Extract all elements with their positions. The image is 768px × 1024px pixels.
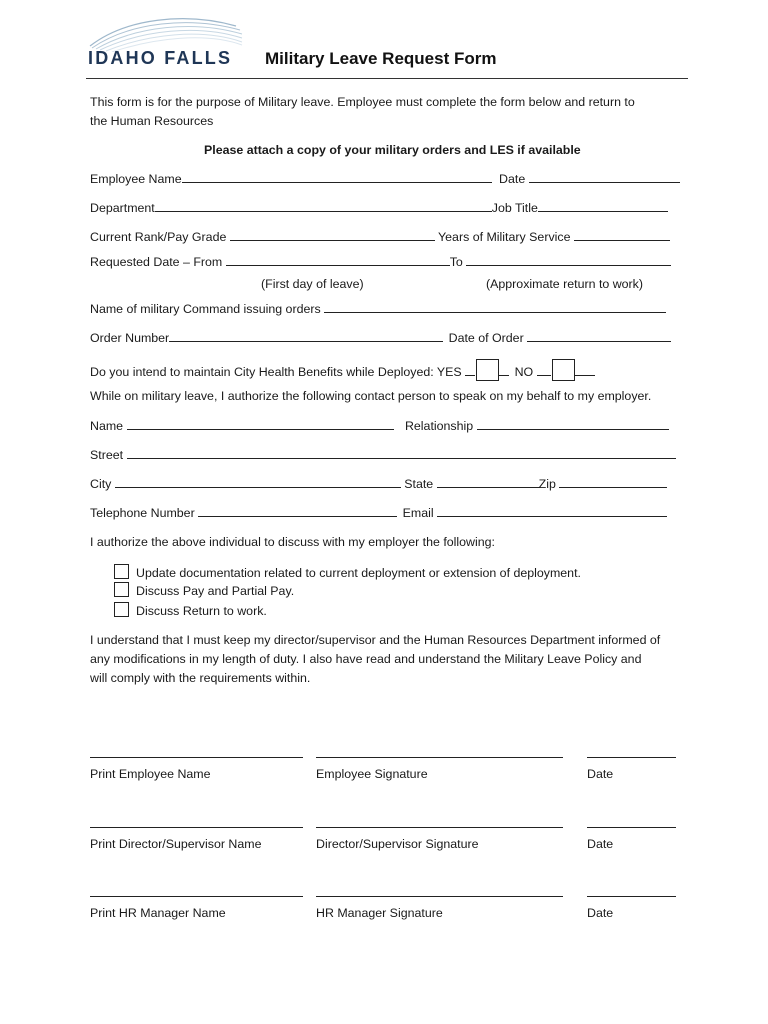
hr-manager-signature-field[interactable] (316, 896, 563, 897)
page-title: Military Leave Request Form (265, 49, 497, 68)
authorize-option-label: Discuss Return to work. (136, 604, 267, 618)
employee-name-row (90, 171, 680, 187)
authorize-checkbox[interactable] (114, 582, 129, 597)
zip-field[interactable] (559, 476, 667, 488)
director-signature-label: Director/Supervisor Signature (316, 837, 479, 851)
print-director-name-field[interactable] (90, 827, 303, 828)
authorize-option (114, 602, 267, 619)
date-field[interactable] (529, 171, 680, 183)
acknowledgement-line-1: I understand that I must keep my director/supervisor and the Human Resources Department informed of (90, 633, 661, 647)
requested-from-field[interactable] (226, 254, 450, 266)
authorize-option (114, 582, 294, 599)
command-field[interactable] (324, 301, 666, 313)
email-field[interactable] (437, 505, 667, 517)
order-number-field[interactable] (169, 330, 443, 342)
attach-note: Please attach a copy of your military orders and LES if available (204, 143, 581, 157)
no-underline-after (575, 364, 595, 376)
header-divider (86, 78, 688, 79)
employee-name-field[interactable] (182, 171, 492, 183)
yes-underline-after (499, 364, 509, 376)
contact-name-field[interactable] (127, 418, 394, 430)
no-label: NO (514, 365, 534, 379)
director-signature-field[interactable] (316, 827, 563, 828)
contact-intro: While on military leave, I authorize the following contact person to speak on my behalf to my employer. (90, 389, 652, 403)
job-title-label: Job Title (491, 201, 538, 215)
yes-checkbox[interactable] (476, 359, 499, 381)
telephone-field[interactable] (198, 505, 397, 517)
state-field[interactable] (437, 476, 539, 488)
authorize-option-label: Update documentation related to current deployment or extension of deployment. (136, 566, 581, 580)
requested-to-field[interactable] (466, 254, 671, 266)
order-number-label: Order Number (90, 331, 170, 345)
authorize-intro: I authorize the above individual to discuss with my employer the following: (90, 535, 495, 549)
department-label: Department (90, 201, 155, 215)
telephone-label: Telephone Number (90, 506, 195, 520)
authorize-checkbox[interactable] (114, 564, 129, 579)
command-label: Name of military Command issuing orders (90, 302, 321, 316)
yes-underline (465, 364, 475, 376)
current-rank-field[interactable] (230, 229, 435, 241)
contact-name-label: Name (90, 419, 124, 433)
employee-name-label: Employee Name (90, 172, 182, 186)
intro-line-1: This form is for the purpose of Military leave. Employee must complete the form below and return to (90, 95, 635, 109)
command-row (90, 301, 666, 317)
city-label: City (90, 477, 112, 491)
hr-manager-signature-label: HR Manager Signature (316, 906, 443, 920)
no-underline (537, 364, 551, 376)
intro-line-2: the Human Resources (90, 114, 214, 128)
logo-swoosh-icon (86, 12, 246, 52)
return-hint: (Approximate return to work) (486, 277, 644, 291)
job-title-field[interactable] (538, 200, 668, 212)
hr-manager-date-label: Date (587, 906, 614, 920)
employee-signature-field[interactable] (316, 757, 563, 758)
date-label: Date (499, 172, 526, 186)
email-label: Email (402, 506, 434, 520)
employee-date-field[interactable] (587, 757, 676, 758)
requested-date-row (90, 254, 671, 270)
print-employee-name-label: Print Employee Name (90, 767, 211, 781)
rank-row (90, 229, 670, 245)
relationship-field[interactable] (477, 418, 669, 430)
acknowledgement-line-2: any modifications in my length of duty. I also have read and understand the Military Leave Policy and (90, 652, 642, 666)
authorize-checkbox[interactable] (114, 602, 129, 617)
health-row (90, 359, 595, 381)
current-rank-label: Current Rank/Pay Grade (90, 230, 227, 244)
print-director-name-label: Print Director/Supervisor Name (90, 837, 262, 851)
print-hr-manager-name-label: Print HR Manager Name (90, 906, 226, 920)
state-label: State (404, 477, 434, 491)
no-checkbox[interactable] (552, 359, 575, 381)
order-row (90, 330, 671, 346)
print-hr-manager-name-field[interactable] (90, 896, 303, 897)
city-row (90, 476, 667, 492)
acknowledgement-line-3: will comply with the requirements within. (90, 671, 311, 685)
to-label: To (449, 255, 463, 269)
department-row (90, 200, 668, 216)
date-of-order-field[interactable] (527, 330, 671, 342)
contact-name-row (90, 418, 669, 434)
employee-signature-label: Employee Signature (316, 767, 428, 781)
relationship-label: Relationship (404, 419, 474, 433)
authorize-option (114, 564, 581, 581)
first-day-hint: (First day of leave) (261, 277, 364, 291)
date-of-order-label: Date of Order (448, 331, 524, 345)
department-field[interactable] (155, 200, 492, 212)
logo-text: IDAHO FALLS (88, 48, 233, 68)
authorize-option-label: Discuss Pay and Partial Pay. (136, 584, 295, 598)
director-date-field[interactable] (587, 827, 676, 828)
years-service-label: Years of Military Service (438, 230, 571, 244)
telephone-row (90, 505, 667, 521)
city-field[interactable] (115, 476, 401, 488)
health-question: Do you intend to maintain City Health Benefits while Deployed: YES (90, 365, 462, 379)
director-date-label: Date (587, 837, 614, 851)
employee-date-label: Date (587, 767, 614, 781)
print-employee-name-field[interactable] (90, 757, 303, 758)
years-service-field[interactable] (574, 229, 670, 241)
hr-manager-date-field[interactable] (587, 896, 676, 897)
street-field[interactable] (127, 447, 676, 459)
requested-from-label: Requested Date – From (90, 255, 223, 269)
street-row (90, 447, 676, 463)
street-label: Street (90, 448, 124, 462)
zip-label: Zip (538, 477, 556, 491)
